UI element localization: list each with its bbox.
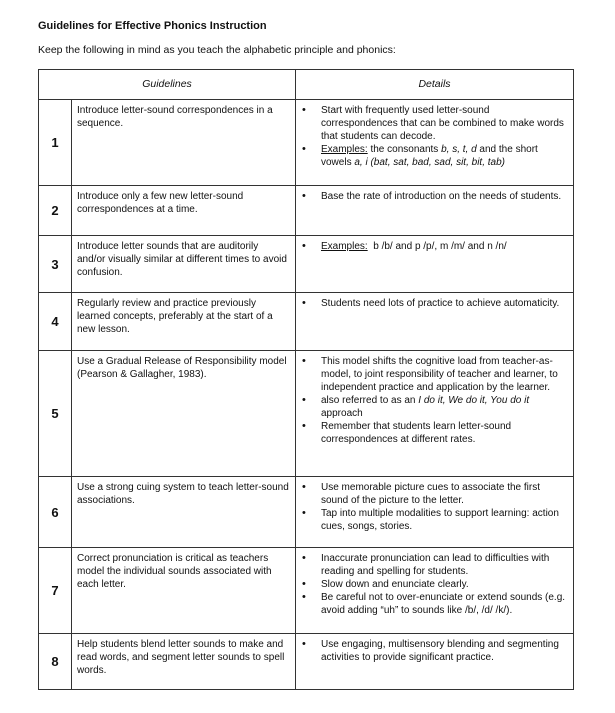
row-number: 5 (39, 351, 72, 477)
details-cell (296, 477, 574, 548)
guideline-text: Use a strong cuing system to teach letter-sound associations. (72, 477, 296, 548)
table-row (39, 351, 574, 477)
detail-item: • Use memorable picture cues to associate the first sound of the picture to the letter. (300, 481, 567, 507)
row-number: 3 (39, 236, 72, 293)
table-row (39, 634, 574, 690)
table-row (39, 548, 574, 634)
guideline-text: Introduce only a few new letter-sound correspondences at a time. (72, 186, 296, 236)
row-number: 4 (39, 293, 72, 351)
row-number: 6 (39, 477, 72, 548)
table-header-row (39, 70, 574, 100)
guideline-text: Introduce letter-sound correspondences in a sequence. (72, 100, 296, 186)
detail-item: • Inaccurate pronunciation can lead to difficulties with reading and spelling for students. (300, 552, 567, 578)
table-row (39, 293, 574, 351)
detail-item: • Be careful not to over-enunciate or extend sounds (e.g. avoid adding “uh” to sounds like /b/, /d/ /k/). (300, 591, 567, 617)
row-number: 2 (39, 186, 72, 236)
detail-item: • Tap into multiple modalities to support learning: action cues, songs, stories. (300, 507, 567, 533)
detail-item: • Slow down and enunciate clearly. (300, 578, 567, 591)
detail-item: • Base the rate of introduction on the needs of students. (300, 190, 567, 203)
details-cell (296, 548, 574, 634)
guideline-text: Correct pronunciation is critical as teachers model the individual sounds associated with each letter. (72, 548, 296, 634)
guidelines-table (38, 69, 574, 690)
table-row (39, 100, 574, 186)
detail-item: • Use engaging, multisensory blending and segmenting activities to provide significant practice. (300, 638, 567, 664)
row-number: 8 (39, 634, 72, 690)
details-cell (296, 634, 574, 690)
table-row (39, 236, 574, 293)
detail-item: • also referred to as an I do it, We do it, You do it approach (300, 394, 567, 420)
row-number: 7 (39, 548, 72, 634)
header-guidelines: Guidelines (39, 70, 296, 100)
details-cell (296, 186, 574, 236)
details-cell (296, 293, 574, 351)
details-cell (296, 351, 574, 477)
guideline-text: Help students blend letter sounds to make and read words, and segment letter sounds to spell words. (72, 634, 296, 690)
guideline-text: Regularly review and practice previously learned concepts, preferably at the start of a new lesson. (72, 293, 296, 351)
examples-label: Examples: (321, 144, 368, 155)
guideline-text: Introduce letter sounds that are auditorily and/or visually similar at different times to avoid confusion. (72, 236, 296, 293)
row-number: 1 (39, 100, 72, 186)
guideline-text: Use a Gradual Release of Responsibility model (Pearson & Gallagher, 1983). (72, 351, 296, 477)
detail-item: • This model shifts the cognitive load from teacher-as-model, to joint responsibility of teacher and learner, to independent practice and application by the learner. (300, 355, 567, 394)
document-title: Guidelines for Effective Phonics Instruction (38, 20, 267, 32)
table-row (39, 186, 574, 236)
intro-text: Keep the following in mind as you teach the alphabetic principle and phonics: (38, 44, 396, 56)
details-cell (296, 236, 574, 293)
details-cell (296, 100, 574, 186)
detail-item: • Examples: the consonants b, s, t, d and the short vowels a, i (bat, sat, bad, sad, sit, bit, tab) (300, 143, 567, 169)
header-details: Details (296, 70, 574, 100)
table-row (39, 477, 574, 548)
detail-item: • Examples: b /b/ and p /p/, m /m/ and n /n/ (300, 240, 567, 253)
examples-label: Examples: (321, 241, 368, 252)
detail-item: • Start with frequently used letter-sound correspondences that can be combined to make words that students can decode. (300, 104, 567, 143)
detail-item: • Students need lots of practice to achieve automaticity. (300, 297, 567, 310)
detail-item: • Remember that students learn letter-sound correspondences at different rates. (300, 420, 567, 446)
